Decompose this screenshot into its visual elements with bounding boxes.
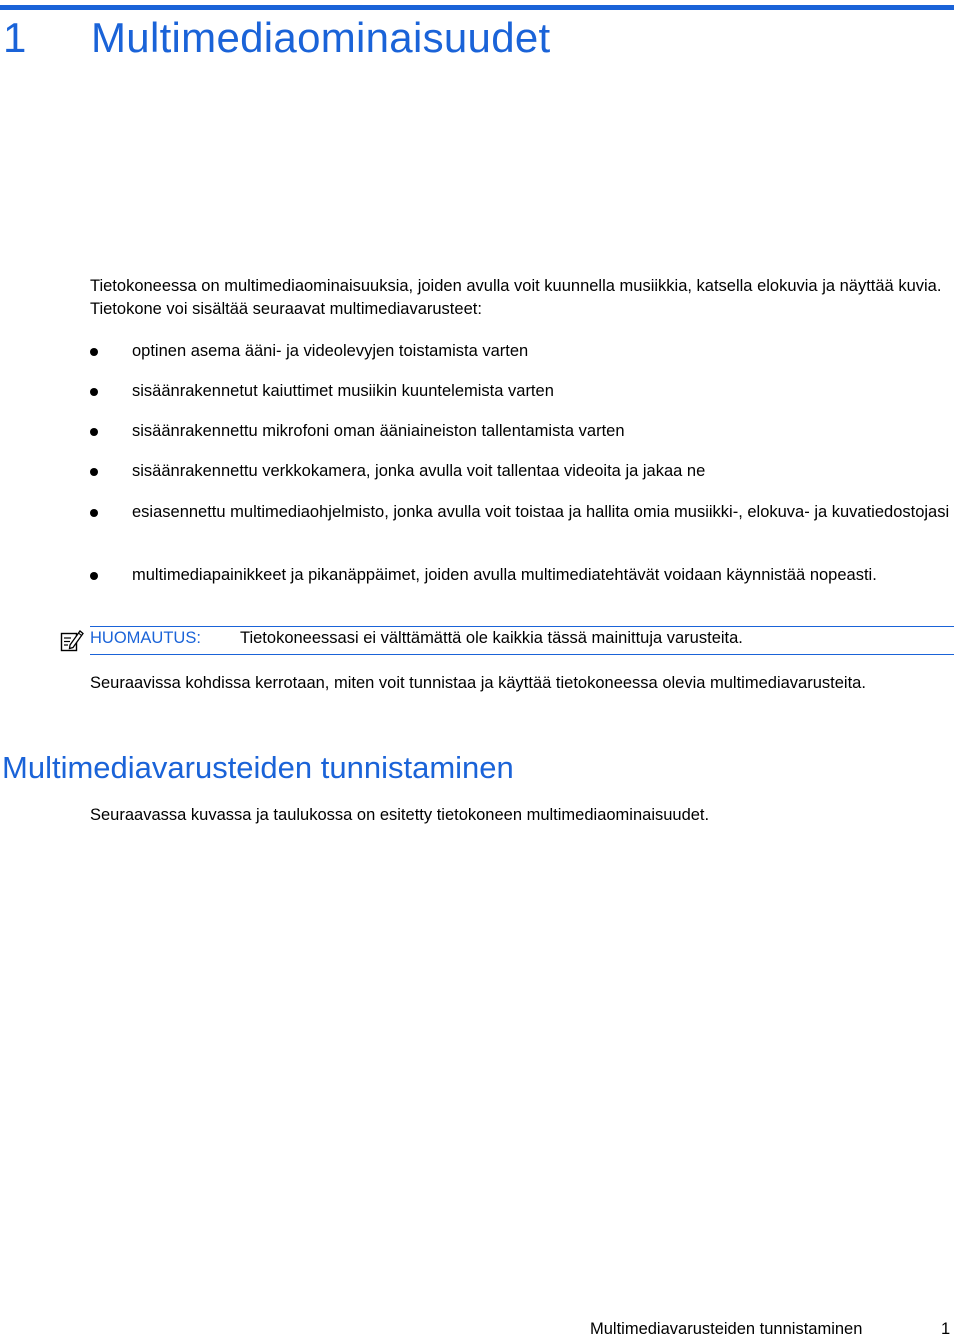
bullet-icon	[90, 468, 98, 476]
chapter-top-rule	[0, 5, 954, 10]
bullet-icon	[90, 428, 98, 436]
footer-section-title: Multimediavarusteiden tunnistaminen	[590, 1320, 863, 1338]
list-item-text: esiasennettu multimediaohjelmisto, jonka avulla voit toistaa ja hallita omia musiikki-, elokuva- ja kuvatiedostojasi	[132, 503, 950, 521]
note-bottom-rule	[90, 654, 954, 655]
chapter-number: 1	[3, 14, 27, 61]
list-item	[90, 501, 956, 524]
list-item-text: sisäänrakennetut kaiuttimet musiikin kuuntelemista varten	[132, 382, 554, 400]
list-item	[90, 340, 956, 363]
note-box	[60, 626, 954, 654]
chapter-title-text: Multimediaominaisuudet	[91, 14, 551, 61]
list-item	[90, 420, 956, 443]
bullet-icon	[90, 509, 98, 517]
bullet-icon	[90, 388, 98, 396]
list-item-text: multimediapainikkeet ja pikanäppäimet, joiden avulla multimediatehtävät voidaan käynnistää nopeasti.	[132, 566, 877, 584]
list-item	[90, 460, 956, 483]
footer-page-number: 1	[941, 1320, 951, 1338]
bullet-icon	[90, 572, 98, 580]
chapter-title	[3, 14, 551, 62]
list-item-text: optinen asema ääni- ja videolevyjen toistamista varten	[132, 342, 529, 360]
body-paragraph: Seuraavissa kohdissa kerrotaan, miten voit tunnistaa ja käyttää tietokoneessa olevia multimediavarusteita.	[90, 674, 866, 692]
bullet-icon	[90, 348, 98, 356]
note-pencil-icon	[60, 628, 84, 652]
section-title: Multimediavarusteiden tunnistaminen	[2, 750, 514, 785]
list-item-text: sisäänrakennettu verkkokamera, jonka avulla voit tallentaa videoita ja jakaa ne	[132, 462, 706, 480]
list-item-text: sisäänrakennettu mikrofoni oman ääniaineiston tallentamista varten	[132, 422, 625, 440]
note-text: Tietokoneessasi ei välttämättä ole kaikkia tässä mainittuja varusteita.	[240, 629, 743, 647]
section-paragraph: Seuraavassa kuvassa ja taulukossa on esitetty tietokoneen multimediaominaisuudet.	[90, 806, 710, 824]
list-item	[90, 380, 956, 403]
note-top-rule	[90, 626, 954, 627]
note-label: HUOMAUTUS:	[90, 629, 201, 647]
intro-paragraph: Tietokoneessa on multimediaominaisuuksia, joiden avulla voit kuunnella musiikkia, katsella elokuvia ja näyttää kuvia. Tietokone voi sisältää seuraavat multimediavarusteet:	[90, 277, 942, 318]
list-item	[90, 564, 956, 587]
